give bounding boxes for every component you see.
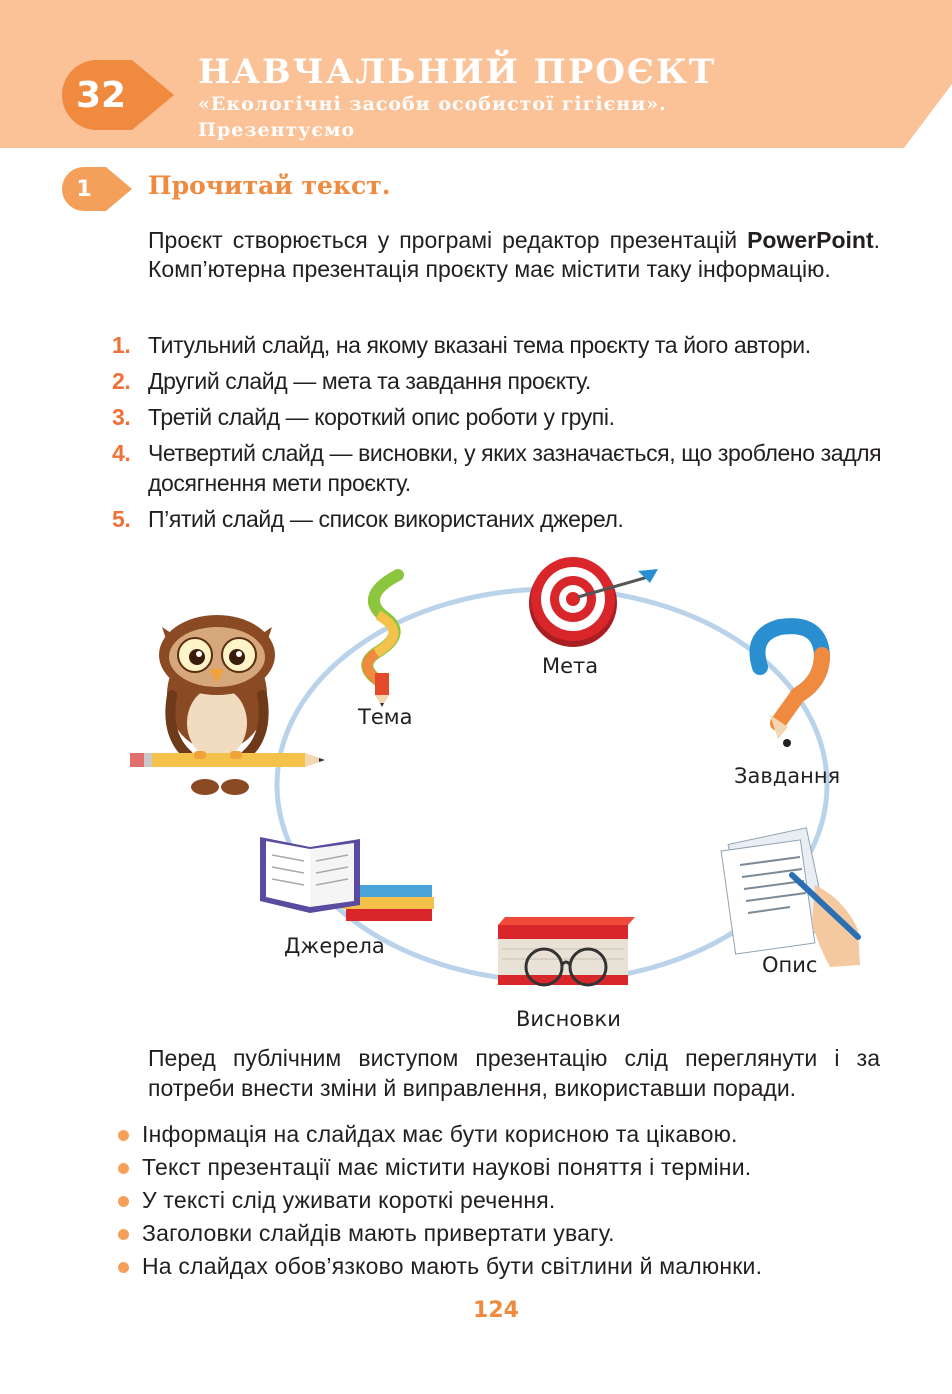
- list-item: [112, 330, 892, 360]
- tip-text: Інформація на слайдах має бути корисною та цікавою.: [142, 1121, 738, 1147]
- owl-icon: [159, 615, 275, 795]
- subtitle-line-1: «Екологічні засоби особистої гігієни».: [198, 93, 667, 115]
- subtitle-line-2: Презентуємо: [198, 119, 356, 141]
- task-badge: [62, 167, 134, 211]
- list-item: [116, 1250, 896, 1283]
- pencil-icon: [130, 751, 325, 767]
- list-item: [112, 504, 892, 534]
- task-title: Прочитай текст.: [148, 171, 391, 200]
- list-item-number: 3.: [112, 404, 131, 430]
- page-title: НАВЧАЛЬНИЙ ПРОЄКТ: [198, 52, 717, 92]
- list-item-text: Четвертий слайд — висновки, у яких зазначається, що зроблено задля досягнення мети проєкту.: [148, 440, 882, 496]
- list-item-number: 4.: [112, 440, 131, 466]
- label-tema: Тема: [358, 705, 413, 729]
- book-glasses-icon: [498, 917, 635, 985]
- label-opys: Опис: [762, 953, 818, 977]
- list-item: [112, 438, 892, 498]
- list-item: [116, 1217, 896, 1250]
- label-zavdannya: Завдання: [734, 764, 841, 788]
- list-item: [112, 366, 892, 396]
- books-stack-icon: [260, 837, 434, 921]
- presentation-structure-diagram: [110, 555, 880, 1035]
- list-item: [116, 1118, 896, 1151]
- label-meta: Мета: [542, 654, 599, 678]
- intro-part-2: . Комп’ютерна презентація проєкту має містити таку інформацію.: [148, 227, 880, 282]
- ribbon-pencil-icon: [367, 575, 398, 707]
- list-item-text: П’ятий слайд — список використаних джерел.: [148, 506, 624, 532]
- lesson-badge: [62, 60, 176, 130]
- tip-text: У тексті слід уживати короткі речення.: [142, 1187, 556, 1213]
- outro-paragraph: Перед публічним виступом презентацію слід переглянути і за потреби внести зміни й виправлення, використавши поради.: [148, 1045, 880, 1101]
- list-item: [116, 1151, 896, 1184]
- list-item-number: 1.: [112, 332, 131, 358]
- writing-hand-icon: [721, 828, 860, 967]
- list-item: [116, 1184, 896, 1217]
- page-subtitle: [198, 91, 898, 143]
- bullet-icon: [118, 1229, 129, 1240]
- tip-text: Заголовки слайдів мають привертати увагу.: [142, 1220, 615, 1246]
- list-item-text: Титульний слайд, на якому вказані тема проєкту та його автори.: [148, 332, 811, 358]
- tips-list: [116, 1118, 896, 1283]
- list-item-number: 2.: [112, 368, 131, 394]
- tip-text: Текст презентації має містити наукові поняття і терміни.: [142, 1154, 752, 1180]
- list-item-number: 5.: [112, 506, 131, 532]
- bullet-icon: [118, 1262, 129, 1273]
- lesson-number: 32: [75, 74, 127, 116]
- intro-paragraph: [148, 226, 880, 284]
- bullet-icon: [118, 1196, 129, 1207]
- tip-text: На слайдах обов’язково мають бути світлини й малюнки.: [142, 1253, 763, 1279]
- bullet-icon: [118, 1163, 129, 1174]
- page-number: 124: [473, 1298, 519, 1323]
- label-vysnovky: Висновки: [516, 1007, 621, 1031]
- target-icon: [529, 557, 658, 647]
- list-item-text: Третій слайд — короткий опис роботи у групі.: [148, 404, 615, 430]
- list-item: [112, 402, 892, 432]
- bullet-icon: [118, 1130, 129, 1141]
- task-number: 1: [76, 176, 92, 202]
- label-dzherela: Джерела: [284, 934, 385, 958]
- slides-list: [112, 330, 892, 540]
- intro-part-1: Проєкт створюється у програмі редактор презентацій: [148, 227, 748, 253]
- intro-bold: PowerPoint: [747, 227, 874, 253]
- list-item-text: Другий слайд — мета та завдання проєкту.: [148, 368, 591, 394]
